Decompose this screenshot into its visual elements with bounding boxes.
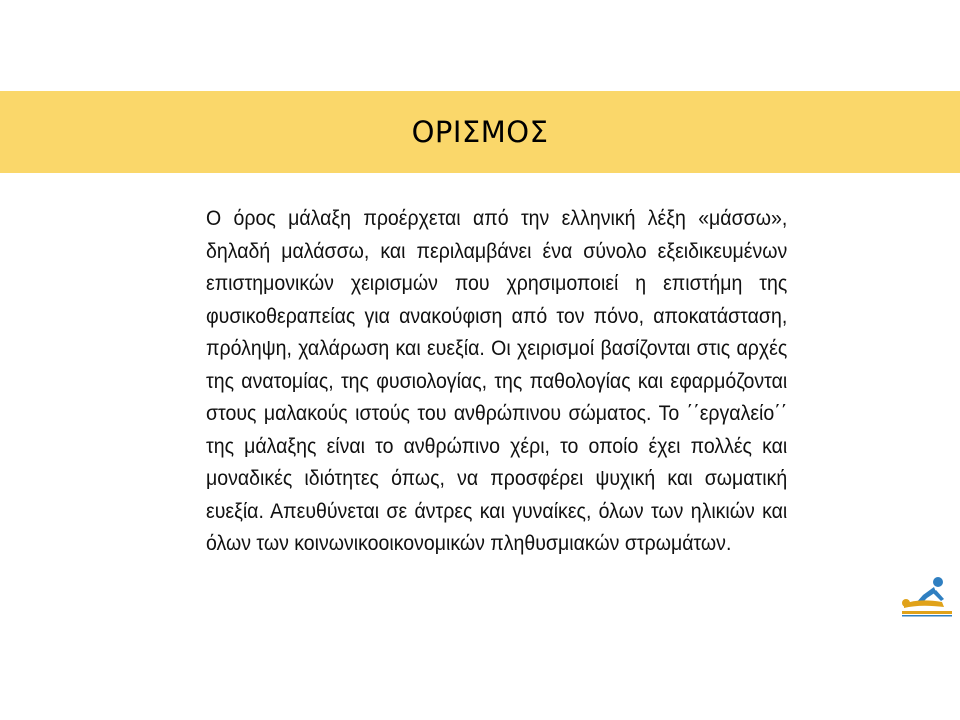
slide-title: ΟΡΙΣΜΟΣ <box>411 115 549 149</box>
massage-figure-icon <box>898 574 956 618</box>
definition-paragraph: Ο όρος μάλαξη προέρχεται από την ελληνική λέξη «μάσσω», δηλαδή μαλάσσω, και περιλαμβάνει ένα σύνολο εξειδικευμένων επιστημονικών χειρισμών που χρησιμοποιεί η επιστήμη της φυσικοθεραπείας για ανακούφιση από τον πόνο, αποκατάσταση, πρόληψη, χαλάρωση και ευεξία. Οι χειρισμοί βασίζονται στις αρχές της ανατομίας, της φυσιολογίας, της παθολογίας και εφαρμόζονται στους μαλακούς ιστούς του ανθρώπινου σώματος. Το ΄΄εργαλείο΄΄ της μάλαξης είναι το ανθρώπινο χέρι, το οποίο έχει πολλές και μοναδικές ιδιότητες όπως, να προσφέρει ψυχική και σωματική ευεξία. Απευθύνεται σε άντρες και γυναίκες, όλων των ηλικιών και όλων των κοινωνικοοικονομικών πληθυσμιακών στρωμάτων. <box>206 207 788 555</box>
logo-head <box>933 577 943 587</box>
logo-graphic <box>898 574 956 618</box>
logo-arm <box>933 590 944 601</box>
logo-patient <box>904 600 944 608</box>
logo-table <box>902 611 952 614</box>
logo-base <box>902 615 952 617</box>
logo-patient-head <box>902 599 910 607</box>
title-band <box>0 91 960 173</box>
